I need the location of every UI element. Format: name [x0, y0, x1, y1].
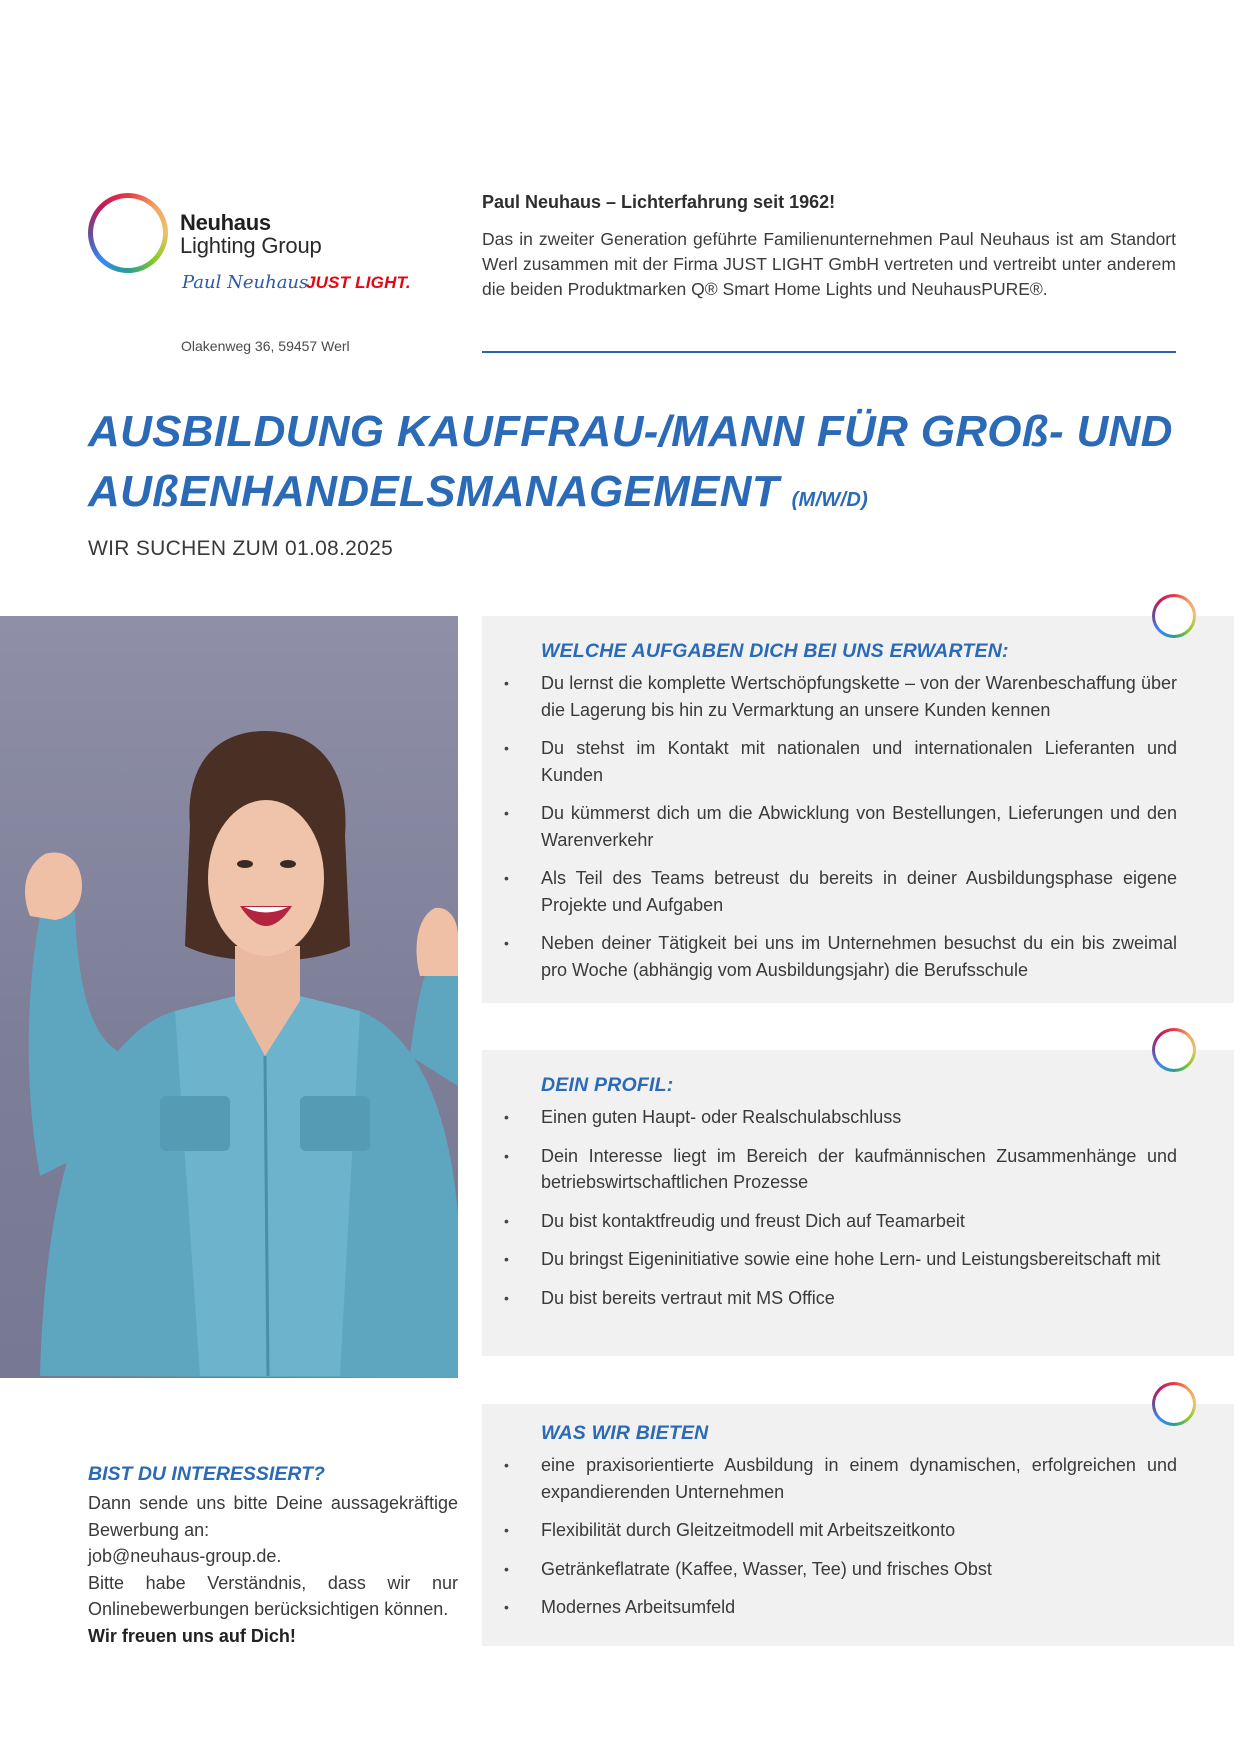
profile-title: DEIN PROFIL: [541, 1074, 674, 1096]
application-email-link[interactable]: job@neuhaus-group.de. [88, 1546, 282, 1566]
list-item: • Du bringst Eigeninitiative sowie eine hohe Lern- und Leistungsbereitschaft mit [541, 1246, 1177, 1273]
brand-just-light-logo: JUST LIGHT. [306, 273, 411, 292]
hero-photo-woman-cheering [0, 616, 458, 1378]
list-item: • Du bist bereits vertraut mit MS Office [541, 1285, 1177, 1312]
brand-paul-neuhaus-logo: Paul Neuhaus [182, 272, 309, 293]
logo-name-line2: Lighting Group [180, 233, 322, 258]
offer-section [482, 1404, 1234, 1646]
cta-closing: Wir freuen uns auf Dich! [88, 1625, 296, 1646]
headline-gender-suffix: (M/W/D) [791, 489, 869, 511]
profile-section [482, 1050, 1234, 1356]
intro-title: Paul Neuhaus – Lichterfahrung seit 1962! [482, 192, 836, 212]
profile-list [541, 1104, 1177, 1323]
cta-title: BIST DU INTERESSIERT? [88, 1463, 325, 1485]
headline-line2-wrap [88, 462, 1178, 530]
rainbow-ring-icon [1152, 1028, 1196, 1072]
intro-divider [482, 351, 1176, 353]
cta-line1: Dann sende uns bitte Deine aussagekräftige Bewerbung an: [88, 1493, 458, 1540]
list-item: • eine praxisorientierte Ausbildung in einem dynamischen, erfolgreichen und expandierenden Unternehmen [541, 1452, 1177, 1505]
rainbow-ring-icon [1152, 594, 1196, 638]
tasks-title: WELCHE AUFGABEN DICH BEI UNS ERWARTEN: [541, 640, 1009, 662]
company-address: Olakenweg 36, 59457 Werl [181, 338, 350, 354]
cta-line2: Bitte habe Verständnis, dass wir nur Onlinebewerbungen berücksichtigen können. [88, 1572, 458, 1619]
list-item: • Modernes Arbeitsumfeld [541, 1594, 1177, 1621]
rainbow-ring-icon [1152, 1382, 1196, 1426]
cta-text [88, 1490, 458, 1649]
list-item: • Neben deiner Tätigkeit bei uns im Unternehmen besuchst du ein bis zweimal pro Woche (abhängig vom Ausbildungsjahr) die Berufsschule [541, 930, 1177, 983]
offer-title: WAS WIR BIETEN [541, 1422, 709, 1444]
list-item: • Du stehst im Kontakt mit nationalen und internationalen Lieferanten und Kunden [541, 735, 1177, 788]
list-item: • Du kümmerst dich um die Abwicklung von Bestellungen, Lieferungen und den Warenverkehr [541, 800, 1177, 853]
tasks-section [482, 616, 1234, 1003]
start-date-subline: WIR SUCHEN ZUM 01.08.2025 [88, 537, 394, 560]
list-item: • Du lernst die komplette Wertschöpfungskette – von der Warenbeschaffung über die Lagerung bis hin zu Vermarktung an unsere Kunden kennen [541, 670, 1177, 723]
job-headline [88, 402, 1178, 530]
headline-line2: AUßENHANDELSMANAGEMENT [88, 467, 780, 516]
logo-name-line1: Neuhaus [180, 210, 271, 235]
neuhaus-logo-ring [88, 193, 168, 273]
list-item: • Getränkeflatrate (Kaffee, Wasser, Tee) und frisches Obst [541, 1556, 1177, 1583]
list-item: • Flexibilität durch Gleitzeitmodell mit Arbeitszeitkonto [541, 1517, 1177, 1544]
list-item: • Als Teil des Teams betreust du bereits in deiner Ausbildungsphase eigene Projekte und Aufgaben [541, 865, 1177, 918]
list-item: • Einen guten Haupt- oder Realschulabschluss [541, 1104, 1177, 1131]
list-item: • Dein Interesse liegt im Bereich der kaufmännischen Zusammenhänge und betriebswirtschaftlichen Prozesse [541, 1143, 1177, 1196]
tasks-list [541, 670, 1177, 995]
list-item: • Du bist kontaktfreudig und freust Dich auf Teamarbeit [541, 1208, 1177, 1235]
intro-text: Das in zweiter Generation geführte Familienunternehmen Paul Neuhaus ist am Standort Werl zusammen mit der Firma JUST LIGHT GmbH vertreten und vertreibt unter anderem die beiden Produktmarken Q® Smart Home Lights und NeuhausPURE®. [482, 229, 1176, 299]
headline-line1: AUSBILDUNG KAUFFRAU-/MANN FÜR GROß- UND [88, 407, 1173, 456]
offer-list [541, 1452, 1177, 1633]
